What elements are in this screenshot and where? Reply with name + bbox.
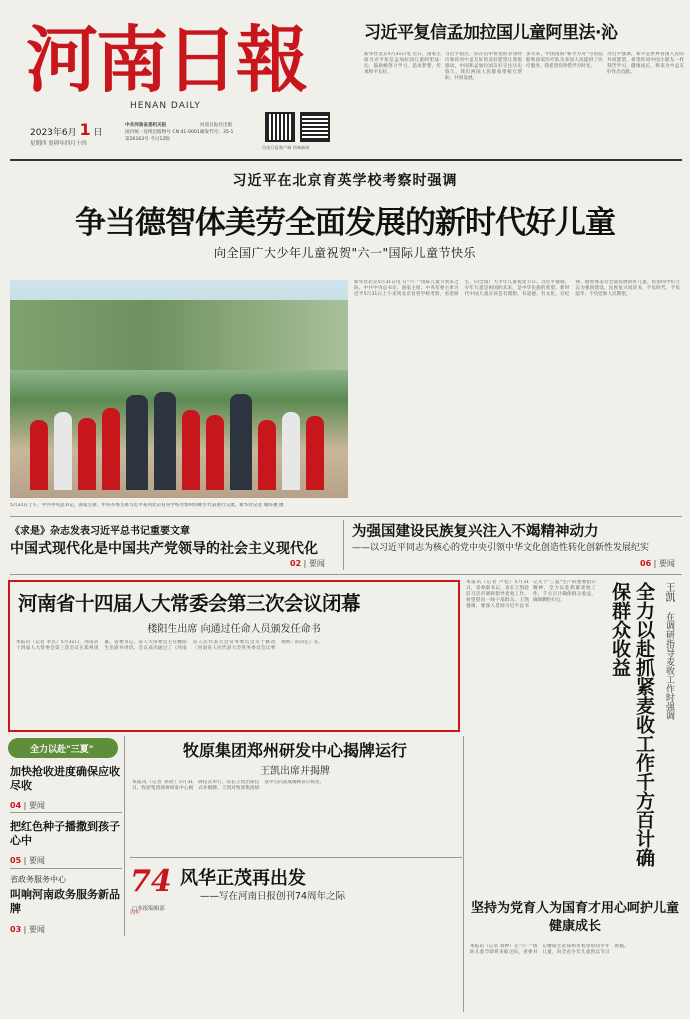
mid-left-headline[interactable]: 中国式现代化是中国共产党领导的社会主义现代化: [10, 541, 318, 557]
masthead-title: 河南日報: [26, 17, 307, 102]
pharma-body: 本报讯（记者 孙欣）5月31日，牧原集团郑州研发中心揭牌仪式举行。省长王凯出席仪式并揭牌。王凯对牧原集团研发中心的落成揭牌表示祝贺。: [132, 780, 325, 791]
org-line4: 河南日报社出版: [200, 123, 233, 128]
page-ref: 02: [290, 559, 302, 568]
sidebar-divider-1: [10, 812, 122, 813]
masthead: [0, 0, 690, 160]
divider-2: [10, 574, 682, 575]
ref-05-label: 要闻: [28, 856, 45, 865]
masthead-subtitle: HENAN DAILY: [130, 101, 201, 111]
sidebar-item2-ref[interactable]: 05 | 要闻: [10, 856, 45, 865]
sidebar-item3-kicker: 省政务服务中心: [10, 875, 66, 884]
anniv-badge-suffix: 周年: [130, 910, 141, 916]
qr-code-icon-2[interactable]: [300, 112, 330, 142]
top-col-3: 多年来，中国南海"和平方舟"号医院船和国家医疗队为多国人民提供了医疗服务，我希望你珍惜学习时光。: [526, 52, 603, 69]
photo-building: [10, 300, 348, 370]
page-ref-2: 06: [640, 559, 652, 568]
sidebar-item2-headline[interactable]: 把红色种子播撒到孩子心中: [10, 820, 120, 847]
org-line3: 第26163号 今日12版: [125, 137, 170, 142]
pharma-headline[interactable]: 牧原集团郑州研发中心揭牌运行: [182, 741, 407, 760]
sidebar-item3-ref[interactable]: 03 | 要闻: [10, 925, 45, 934]
top-headline[interactable]: 习近平复信孟加拉国儿童阿里法·沁: [364, 23, 618, 43]
top-col-1: 新华社北京5月31日电 近日，国家主席习近平复信孟加拉国儿童阿里法·沁，鼓励她努力学习，追求梦想，传承和平友好。: [364, 52, 441, 75]
weekday: 星期四 癸卯年四月十四: [30, 141, 87, 147]
anniv-headline[interactable]: 风华正茂再出发: [180, 868, 306, 889]
date-suffix: 日: [93, 128, 103, 138]
anniv-subhead: ——写在河南日报创刊74周年之际: [200, 891, 346, 902]
qr-caption: 河南日报客户端 顶端新闻: [262, 145, 310, 150]
sidebar-divider-2: [10, 868, 122, 869]
issue-date: [30, 120, 103, 139]
vertical-divider: [343, 520, 344, 570]
org-line5: 邮发代号：35-1: [200, 130, 234, 135]
sidebar-item1-headline[interactable]: 加快抢收进度确保应收尽收: [10, 765, 120, 792]
wheat-author: 王凯: [663, 582, 674, 602]
ref-04-label: 要闻: [28, 801, 45, 810]
lead-subhead: 向全国广大少年儿童祝贺"六一"国际儿童节快乐: [213, 246, 477, 260]
mid-left-kicker: 《求是》杂志发表习近平总书记重要文章: [10, 526, 190, 537]
divider-1: [10, 516, 682, 517]
banner-text: 全力以赴"三夏": [30, 745, 94, 755]
org-line2: 国内统一连续出版物号 CN 41-0001: [125, 130, 200, 135]
page-label: 要闻: [308, 559, 325, 568]
qr-code-icon[interactable]: [265, 112, 295, 142]
sidebar-vertical-rule: [124, 736, 125, 936]
top-col-4: 习近平强调，和平是世界各国人民的共同愿望，希望你同中国小朋友一样刻苦学习，健康成长，将来为中孟友好作出贡献。: [607, 52, 684, 75]
ref-03: 03: [10, 925, 22, 934]
org-line1: 中共河南省委机关报: [125, 123, 167, 128]
npc-subhead: 楼阳生出席 向通过任命人员颁发任命书: [147, 624, 321, 635]
wheat-vertical-headline[interactable]: 全力以赴抓紧麦收工作千方百计确保群众收益: [609, 582, 655, 867]
pharma-subhead: 王凯出席并揭牌: [260, 766, 330, 777]
party-headline[interactable]: 坚持为党育人为国育才用心呵护儿童健康成长: [470, 901, 679, 934]
date-month: 2023年6月: [30, 128, 77, 138]
lead-photo-caption: 5月31日上午，中共中央总书记、国家主席、中央军委主席习近平来到北京育英学校考察时同师生代表进行交流。新华社记者 谢环驰 摄: [10, 503, 284, 508]
wheat-body: 本报讯（记者 卢松）5月31日，省委副书记、省长王凯赴驻马店市调研指导麦收工作，看望慰问一线干部群众。王凯强调，要深入贯彻习近平总书记关于"三夏"生产的重要指示精神，全力以赴抓紧麦收工作，千方百计确保群众收益，确保颗粒归仓。: [466, 580, 596, 609]
mid-right-ref[interactable]: 06 | 要闻: [640, 559, 675, 568]
org-info-2: [200, 122, 270, 136]
photo-group: [30, 380, 340, 490]
vertical-rule-2: [463, 736, 464, 1012]
npc-box[interactable]: [8, 580, 460, 732]
mid-right-headline[interactable]: 为强国建设民族复兴注入不竭精神动力: [352, 524, 599, 540]
anniv-body: [132, 912, 458, 1012]
lead-kicker: 习近平在北京育英学校考察时强调: [232, 173, 458, 189]
sidebar-item3-headline[interactable]: 叫响河南政务服务新品牌: [10, 888, 120, 915]
lead-photo[interactable]: [10, 280, 348, 498]
npc-body: 本报讯（记者 李点）5月31日，河南省十四届人大常委会第三次会议在郑州闭幕。省委书记、省人大常委会主任楼阳生出席并讲话。会议表决通过了《河南省人民代表大会常务委员会关于修改〈河南省人民代表大会常务委员会议事规则〉的决定》等。: [16, 640, 323, 651]
anniv-byline: □本报编辑部: [132, 906, 165, 912]
divider-3: [130, 857, 462, 858]
page-label-2: 要闻: [658, 559, 675, 568]
sidebar-item1-ref[interactable]: 04 | 要闻: [10, 801, 45, 810]
mid-right-subhead: ——以习近平同志为核心的党中央引领中华文化创造性转化创新性发展纪实: [352, 543, 650, 553]
masthead-divider: [10, 159, 682, 161]
ref-03-label: 要闻: [28, 925, 45, 934]
top-col-2: 习近平指出，你在信中讲述的亲身经历和你对中孟友好的美好愿望让我很感动。中国和孟加拉国友好交往历史悠久，我们两国人民都希望相互帮助，共同发展。: [445, 52, 522, 81]
wheat-author-note: 在调研指导麦收工作时强调: [664, 612, 674, 720]
party-body: 本报讯（记者 刘婷）在"六一"国际儿童节即将来临之际，省委书记楼阳生赴郑州市看望慰问少年儿童，向全省少年儿童致以节日祝福。: [470, 944, 629, 955]
lead-headline[interactable]: 争当德智体美劳全面发展的新时代好儿童: [75, 205, 615, 241]
sidebar-banner: [8, 738, 118, 758]
npc-headline[interactable]: 河南省十四届人大常委会第三次会议闭幕: [18, 592, 361, 615]
date-day: 1: [79, 120, 91, 139]
anniv-badge-number: 74: [130, 864, 172, 899]
mid-left-ref[interactable]: 02 | 要闻: [290, 559, 325, 568]
ref-04: 04: [10, 801, 22, 810]
top-story-columns: [364, 52, 684, 152]
ref-05: 05: [10, 856, 22, 865]
lead-body: 新华社北京5月31日电 在"六一"国际儿童节到来之际，中共中央总书记、国家主席、中央军委主席习近平5月31日上午来到北京育英学校考察，看望师生，向全国广大少年儿童祝贺节日。习近平强调，少年儿童是祖国的未来，是中华民族的希望。新时代中国儿童应该是有理想、有道德、有文化、有纪律，德智体美劳全面发展的好儿童。希望同学们立志为强国建设、民族复兴而读书，不负时代，不负韶华，不负党和人民期望。: [354, 280, 680, 297]
